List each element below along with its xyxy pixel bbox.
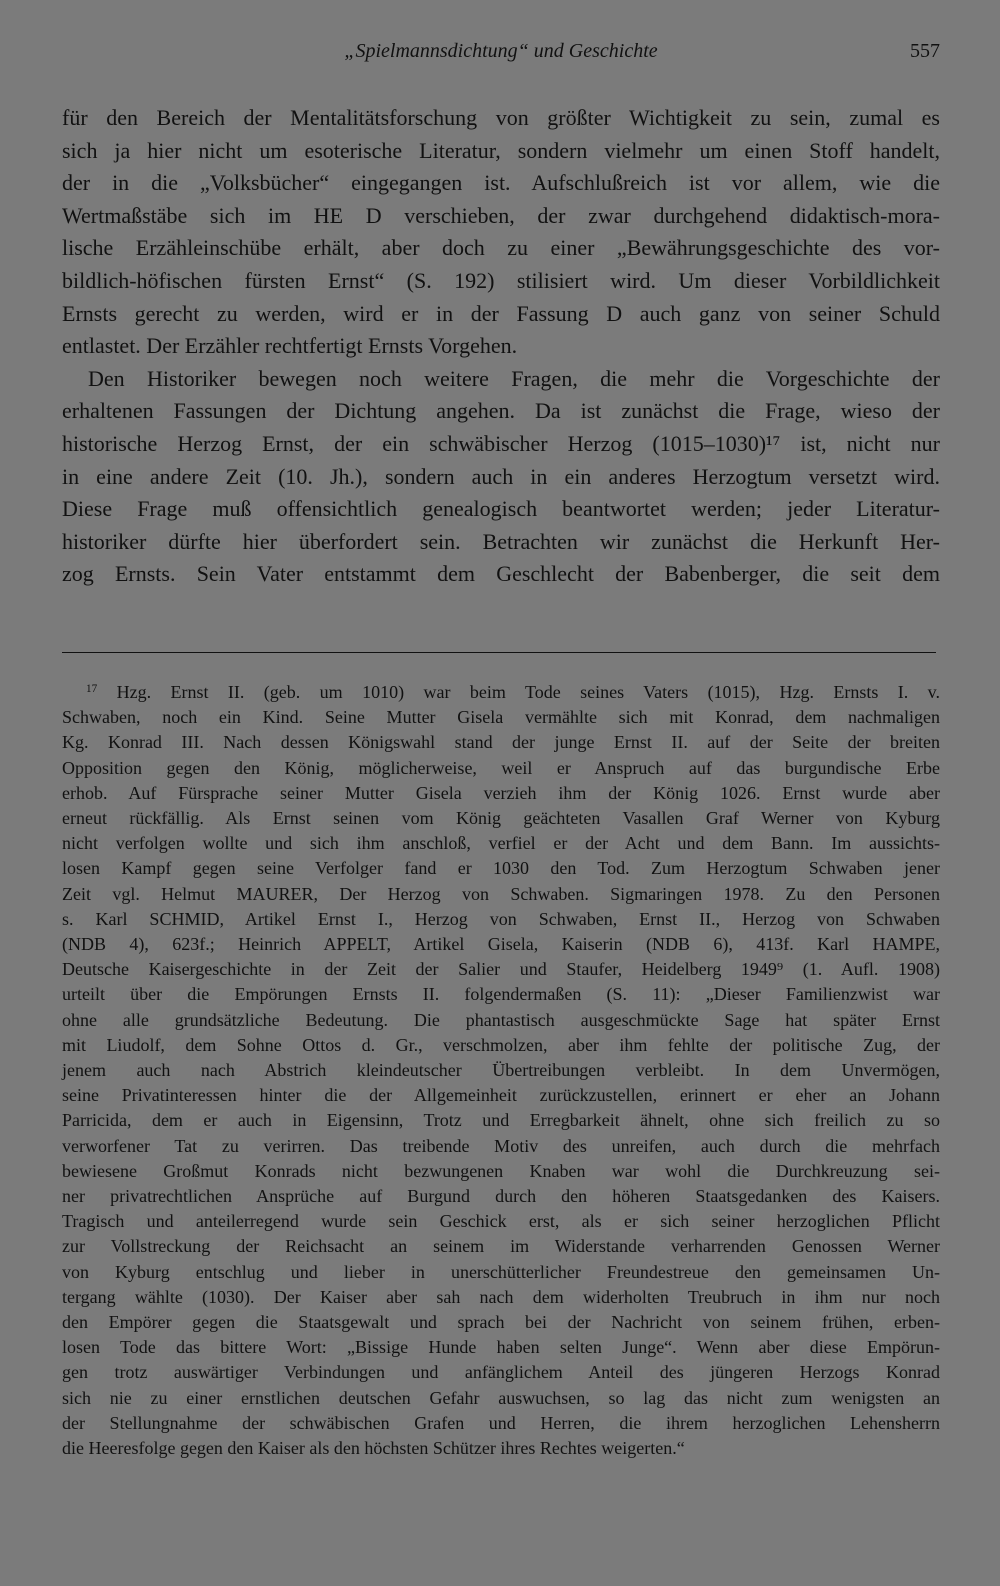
- footnote-line: Schwaben, noch ein Kind. Seine Mutter Gisela vermählte sich mit Konrad, dem nachmaligen: [62, 707, 940, 728]
- text-line: entlastet. Der Erzähler rechtfertigt Ernsts Vorgehen.: [62, 333, 518, 359]
- main-text: [62, 102, 940, 591]
- paragraph-2: [62, 363, 940, 591]
- text-line: für den Bereich der Mentalitätsforschung von größter Wichtigkeit zu sein, zumal es: [62, 105, 940, 130]
- text-line: Diese Frage muß offensichtlich genealogisch beantwortet werden; jeder Literatur-: [62, 496, 940, 522]
- footnote-line: sich nie zu einer ernstlichen deutschen Gefahr auswuchsen, so lag das nicht zum wenigsten an: [62, 1387, 940, 1408]
- text-line: Wertmaßstäbe sich im HE D verschieben, der zwar durchgehend didaktisch-mora-: [62, 202, 940, 228]
- footnote-line: jenem auch nach Abstrich kleindeutscher Übertreibungen verbleibt. In dem Unvermögen,: [62, 1060, 940, 1081]
- footnote-line: erneut rückfällig. Als Ernst seinen vom König geächteten Vasallen Graf Werner von Kyburg: [62, 808, 940, 829]
- footnote-line: verworfener Tat zu verirren. Das treibende Motiv des unreifen, auch durch die mehrfach: [62, 1135, 940, 1156]
- text-line: historische Herzog Ernst, der ein schwäbischer Herzog (1015–1030)¹⁷ ist, nicht nur: [62, 430, 940, 456]
- footnote-separator: [62, 652, 936, 653]
- text-line: historiker dürfte hier überfordert sein. Betrachten wir zunächst die Herkunft Her-: [62, 528, 940, 554]
- text-line: der in die „Volksbücher“ eingegangen ist. Aufschlußreich ist vor allem, wie die: [62, 170, 940, 196]
- footnote-line: urteilt über die Empörungen Ernsts II. folgendermaßen (S. 11): „Dieser Familienzwist war: [62, 984, 940, 1005]
- page-number: 557: [910, 40, 940, 62]
- footnote-line: losen Tode das bittere Wort: „Bissige Hunde haben selten Junge“. Wenn aber diese Empörun-: [62, 1337, 940, 1358]
- footnote-line: Deutsche Kaisergeschichte in der Zeit der Salier und Staufer, Heidelberg 1949⁹ (1. Aufl. 1908): [62, 959, 940, 980]
- text-line: erhaltenen Fassungen der Dichtung angehen. Da ist zunächst die Frage, wieso der: [62, 398, 940, 424]
- footnote-line: ner privatrechtlichen Ansprüche auf Burgund durch den höheren Staatsgedanken des Kaisers.: [62, 1186, 940, 1207]
- footnote-line: von Kyburg entschlug und lieber in unerschütterlicher Freundestreue den gemeinsamen Un-: [62, 1261, 940, 1282]
- text-line: Den Historiker bewegen noch weitere Fragen, die mehr die Vorgeschichte der: [88, 365, 940, 391]
- text-line: Ernsts gerecht zu werden, wird er in der Fassung D auch ganz von seiner Schuld: [62, 300, 940, 326]
- footnote-17: [62, 680, 940, 1461]
- footnote-first-line: [62, 680, 940, 705]
- text-line: lische Erzähleinschübe erhält, aber doch zu einer „Bewährungsgeschichte des vor-: [62, 235, 940, 261]
- footnote-line: tergang wählte (1030). Der Kaiser aber sah nach dem widerholten Treubruch in ihm nur noch: [62, 1286, 940, 1307]
- footnote-line: erhob. Auf Fürsprache seiner Mutter Gisela verzieh ihm der König 1026. Ernst wurde aber: [62, 782, 940, 803]
- footnote-line: Opposition gegen den König, möglicherweise, weil er Anspruch auf das burgundische Erbe: [62, 757, 940, 778]
- text-line: zog Ernsts. Sein Vater entstammt dem Geschlecht der Babenberger, die seit dem: [62, 561, 940, 587]
- footnote-line: Tragisch und anteilerregend wurde sein Geschick erst, als er sich seiner herzoglichen Pflicht: [62, 1211, 940, 1232]
- footnote-line: gen trotz auswärtiger Verbindungen und anfänglichem Anteil des jüngeren Herzogs Konrad: [62, 1362, 940, 1383]
- footnote-line: zur Vollstreckung der Reichsacht an seinem im Widerstande verharrenden Genossen Werner: [62, 1236, 940, 1257]
- text-line: in eine andere Zeit (10. Jh.), sondern auch in ein anderes Herzogtum versetzt wird.: [62, 463, 940, 489]
- footnote-line: s. Karl SCHMID, Artikel Ernst I., Herzog von Schwaben, Ernst II., Herzog von Schwaben: [62, 908, 940, 929]
- footnote-line: den Empörer gegen die Staatsgewalt und sprach bei der Nachricht von seinem frühen, erben-: [62, 1312, 940, 1333]
- footnote-line: die Heeresfolge gegen den Kaiser als den höchsten Schützer ihres Rechtes weigerten.“: [62, 1438, 685, 1459]
- running-title: „Spielmannsdichtung“ und Geschichte: [344, 40, 658, 62]
- footnote-line: losen Kampf gegen seine Verfolger fand er 1030 den Tod. Zum Herzogtum Schwaben jener: [62, 858, 940, 879]
- footnote-line: mit Liudolf, dem Sohne Ottos d. Gr., verschmolzen, aber ihm fehlte der politische Zug, der: [62, 1034, 940, 1055]
- footnote-line: ohne alle grundsätzliche Bedeutung. Die phantastisch ausgeschmückte Sage hat später Ernst: [62, 1009, 940, 1030]
- footnote-line: Parricida, dem er auch in Eigensinn, Trotz und Erregbarkeit ähnelt, ohne sich freilich zu so: [62, 1110, 940, 1131]
- footnote-marker: 17: [86, 682, 98, 695]
- footnote-line: Kg. Konrad III. Nach dessen Königswahl stand der junge Ernst II. auf der Seite der breiten: [62, 732, 940, 753]
- footnote-line: der Stellungnahme der schwäbischen Grafen und Herren, die ihrem herzoglichen Lehensherrn: [62, 1412, 940, 1433]
- footnote-line: bewiesene Großmut Konrads nicht bezwungenen Knaben war wohl die Durchkreuzung sei-: [62, 1160, 940, 1181]
- footnote-line: nicht verfolgen wollte und sich ihm anschloß, verfiel er der Acht und dem Bann. Im aussichts-: [62, 833, 940, 854]
- paragraph-1: [62, 102, 940, 363]
- running-head: [62, 36, 940, 66]
- footnote-line: Zeit vgl. Helmut MAURER, Der Herzog von Schwaben. Sigmaringen 1978. Zu den Personen: [62, 883, 940, 904]
- footnote-line: Hzg. Ernst II. (geb. um 1010) war beim Tode seines Vaters (1015), Hzg. Ernsts I. v.: [116, 682, 941, 702]
- text-line: sich ja hier nicht um esoterische Literatur, sondern vielmehr um einen Stoff handelt,: [62, 137, 940, 163]
- text-line: bildlich-höfischen fürsten Ernst“ (S. 192) stilisiert wird. Um dieser Vorbildlichkeit: [62, 267, 940, 293]
- footnote-line: (NDB 4), 623f.; Heinrich APPELT, Artikel Gisela, Kaiserin (NDB 6), 413f. Karl HAMPE,: [62, 934, 940, 955]
- footnote-line: seine Privatinteressen hinter die der Allgemeinheit zurückzustellen, erinnert er eher an Johann: [62, 1085, 940, 1106]
